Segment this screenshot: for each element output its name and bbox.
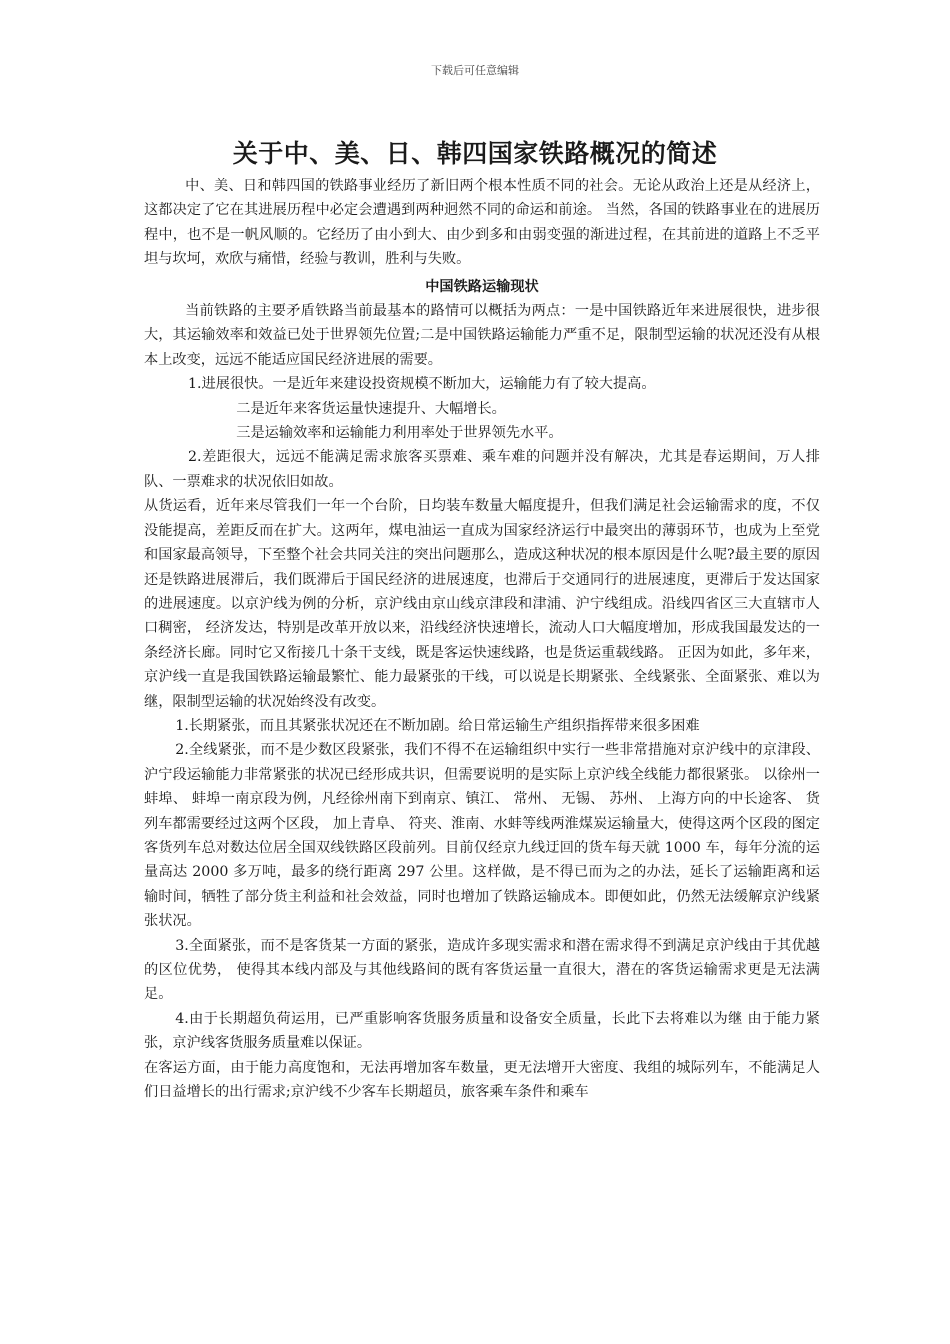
list-item: 1.进展很快。一是近年来建设投资规模不断加大，运输能力有了较大提高。 [188,376,656,393]
header-note: 下载后可任意编辑 [431,64,519,77]
list-subitem: 三是运输效率和运输能力利用率处于世界领先水平。 [236,425,563,442]
paragraph: 从货运看，近年来尽管我们一年一个台阶，日均装车数量大幅度提升，但我们满足社会运输需求的度，不仅没能提高，差距反而在扩大。这两年，煤电油运一直成为国家经济运行中最突出的薄弱环节，也成为上至党和国家最高领导，下至整个社会共同关注的突出问题那么，造成这种状况的根本原因是什么呢?最主要的原因还是铁路进展滞后，我们既滞后于国民经济的进展速度，也滞后于交通同行的进展速度，更滞后于发达国家的进展速度。以京沪线为例的分析，京沪线由京山线京津段和津浦、沪宁线组成。沿线四省区三大直辖市人口稠密， 经济发达，特别是改革开放以来，沿线经济快速增长，流动人口大幅度增加，形成我国最发达的一条经济长廊。同时它又衔接几十条干支线，既是客运快速线路，也是货运重载线路。 正因为如此，多年来，京沪线一直是我国铁路运输最繁忙、能力最紧张的干线，可以说是长期紧张、全线紧张、全面紧张、难以为继，限制型运输的状况始终没有改变。 [144,498,820,710]
list-item: 4.由于长期超负荷运用，已严重影响客货服务质量和设备安全质量，长此下去将难以为继 由于能力紧张，京沪线客货服务质量难以保证。 [144,1010,820,1052]
list-item: 3.全面紧张，而不是客货某一方面的紧张，造成许多现实需求和潜在需求得不到满足京沪线由于其优越的区位优势， 使得其本线内部及与其他线路间的既有客货运量一直很大，潜在的客货运输需求更是无法满足。 [144,937,820,1003]
list-item: 2.全线紧张，而不是少数区段紧张，我们不得不在运输组织中实行一些非常措施对京沪线中的京津段、沪宁段运输能力非常紧张的状况已经形成共识，但需要说明的是实际上京沪线全线能力都很紧张。 以徐州一蚌埠、 蚌埠一南京段为例，凡经徐州南下到南京、镇江、 常州、 无锡、 苏州、 上海方向的中长途客、 货列车都需要经过这两个区段， 加上青阜、 符夹、淮南、水蚌等线两淮煤炭运输量大，使得这两个区段的图定客货列车总对数达位居全国双线铁路区段前列。目前仅经京九线迂回的货车每天就 1000 车，每年分流的运量高达 2000 多万吨，最多的绕行距离 297 公里。这样做，是不得已而为之的办法，延长了运输距离和运输时间，牺牲了部分货主利益和社会效益，同时也增加了铁路运输成本。即便如此，仍然无法缓解京沪线紧张状况。 [144,742,820,930]
list-item: 2.差距很大，远远不能满足需求旅客买票难、乘车难的问题并没有解决，尤其是春运期间，万人排队、一票难求的状况依旧如故。 [144,449,820,490]
intro-paragraph: 中、美、日和韩四国的铁路事业经历了新旧两个根本性质不同的社会。无论从政治上还是从经济上，这都决定了它在其进展历程中必定会遭遇到两种迥然不同的命运和前途。 当然，各国的铁路事业在的进展历程中，也不是一帆风顺的。它经历了由小到大、由少到多和由弱变强的渐进过程，在其前进的道路上不乏平坦与坎坷，欢欣与痛惜，经验与教训，胜利与失败。 [144,178,820,268]
list-subitem: 二是近年来客货运量快速提升、大幅增长。 [236,400,506,417]
paragraph: 当前铁路的主要矛盾铁路当前最基本的路情可以概括为两点：一是中国铁路近年来进展很快，进步很大，其运输效率和效益已处于世界领先位置;二是中国铁路运输能力严重不足，限制型运输的状况还没有从根本上改变，远远不能适应国民经济进展的需要。 [144,303,820,368]
section-heading: 中国铁路运输现状 [425,278,539,295]
document-title: 关于中、美、日、韩四国家铁路概况的简述 [232,139,718,168]
document-body [144,174,820,1104]
paragraph: 在客运方面，由于能力高度饱和，无法再增加客车数量，更无法增开大密度、我组的城际列车，不能满足人们日益增长的出行需求;京沪线不少客车长期超员，旅客乘车条件和乘车 [144,1059,820,1101]
list-item: 1.长期紧张，而且其紧张状况还在不断加剧。给日常运输生产组织指挥带来很多困难 [175,717,700,734]
